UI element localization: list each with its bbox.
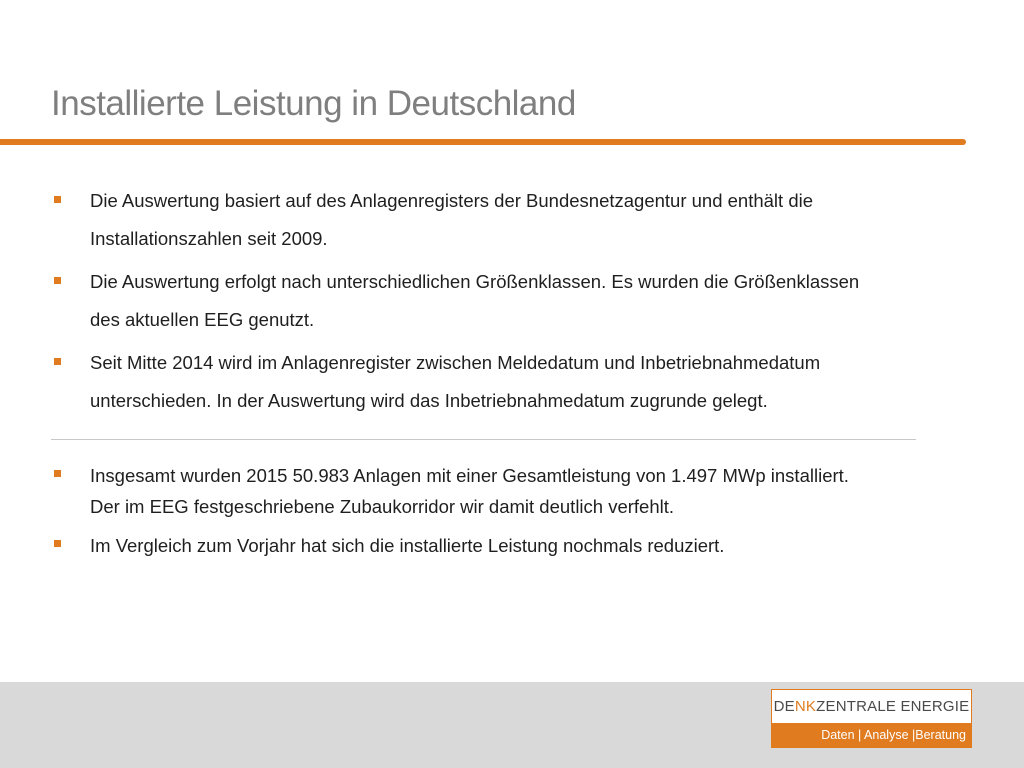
logo-wordmark	[772, 690, 971, 723]
bullet-text-line: Im Vergleich zum Vorjahr hat sich die installierte Leistung nochmals reduziert.	[90, 535, 725, 556]
bullet-text-line: des aktuellen EEG genutzt.	[90, 309, 315, 330]
bullet-text-line: Der im EEG festgeschriebene Zubaukorridor wir damit deutlich verfehlt.	[90, 496, 675, 517]
bullet-text-line: Seit Mitte 2014 wird im Anlagenregister zwischen Meldedatum und Inbetriebnahmedatum	[90, 352, 821, 373]
company-logo	[771, 689, 972, 748]
bullet-item	[52, 182, 952, 258]
square-bullet-icon	[54, 196, 61, 203]
square-bullet-icon	[54, 540, 61, 547]
bullet-item	[52, 344, 952, 420]
square-bullet-icon	[54, 470, 61, 477]
bullet-list-intro	[52, 182, 952, 425]
bullet-item	[52, 530, 952, 561]
logo-text-part: DE	[773, 698, 795, 715]
logo-text-accent: NK	[794, 698, 817, 715]
logo-tagline: Daten | Analyse |Beratung	[772, 723, 971, 747]
bullet-text-line: Installationszahlen seit 2009.	[90, 228, 328, 249]
bullet-text-line: Insgesamt wurden 2015 50.983 Anlagen mit einer Gesamtleistung von 1.497 MWp installiert.	[90, 465, 849, 486]
section-divider	[51, 439, 916, 440]
bullet-list-results	[52, 460, 952, 569]
logo-text-part: ZENTRALE ENERGIE	[816, 698, 970, 715]
bullet-text-line: Die Auswertung erfolgt nach unterschiedlichen Größenklassen. Es wurden die Größenklassen	[90, 271, 860, 292]
square-bullet-icon	[54, 358, 61, 365]
square-bullet-icon	[54, 277, 61, 284]
title-underline	[0, 139, 966, 145]
slide-title: Installierte Leistung in Deutschland	[51, 84, 576, 123]
bullet-item	[52, 460, 952, 522]
bullet-item	[52, 263, 952, 339]
bullet-text-line: unterschieden. In der Auswertung wird das Inbetriebnahmedatum zugrunde gelegt.	[90, 390, 768, 411]
bullet-text-line: Die Auswertung basiert auf des Anlagenregisters der Bundesnetzagentur und enthält die	[90, 190, 814, 211]
